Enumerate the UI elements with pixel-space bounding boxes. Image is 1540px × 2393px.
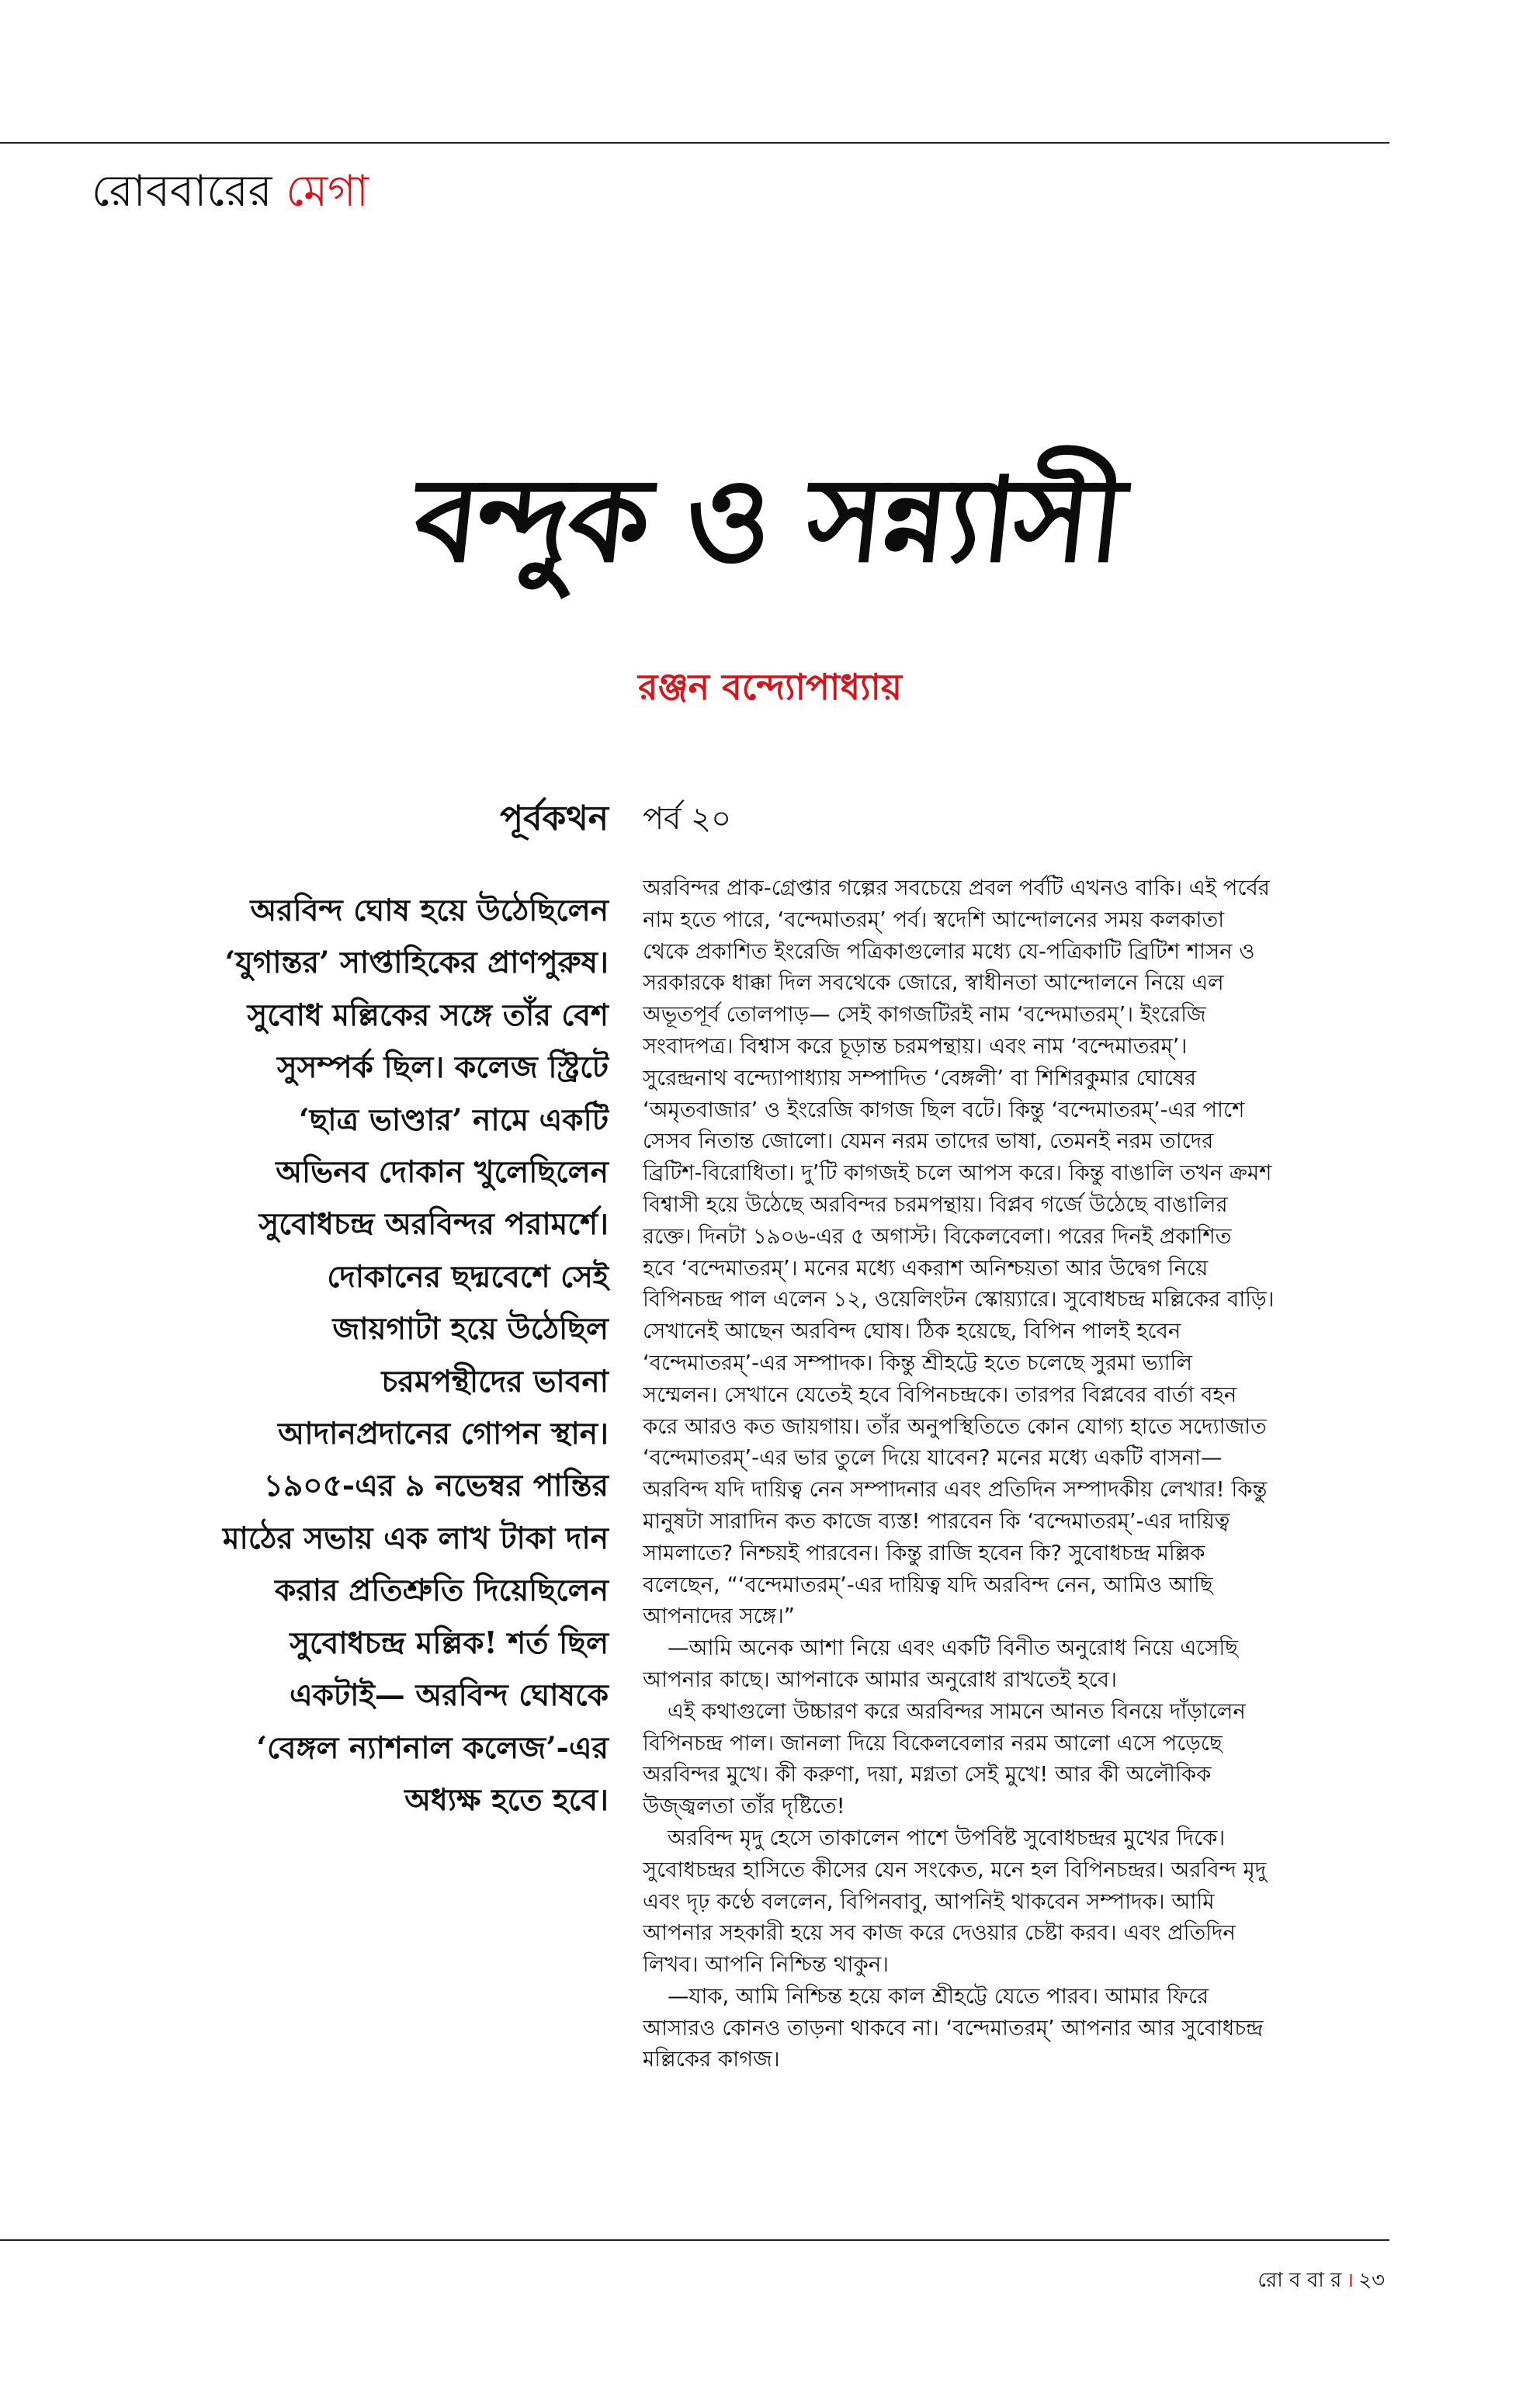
- story-title: বন্দুক ও সন্ন্যাসী: [408, 452, 1129, 588]
- intro-line: সুবোধচন্দ্র অরবিন্দর পরামর্শে।: [258, 1206, 609, 1243]
- intro-line: ১৯০৫-এর ৯ নভেম্বর পান্তির: [263, 1468, 609, 1504]
- article-line: বলেছেন, “‘বন্দেমাতরম্’-এর দায়িত্ব যদি অরবিন্দ নেন, আমিও আছি: [643, 1572, 1213, 1597]
- article-line: এই কথাগুলো উচ্চারণ করে অরবিন্দর সামনে আনত বিনয়ে দাঁড়ালেন: [668, 1698, 1246, 1724]
- article-line: আপনাদের সঙ্গে।”: [643, 1604, 796, 1629]
- article-line: —আমি অনেক আশা নিয়ে এবং একটি বিনীত অনুরোধ নিয়ে এসেছি: [668, 1635, 1238, 1661]
- intro-line: চরমপন্থীদের ভাবনা: [381, 1363, 609, 1399]
- intro-line: ‘বেঙ্গল ন্যাশনাল কলেজ’-এর: [256, 1729, 609, 1766]
- page-footer: [1257, 2265, 1385, 2296]
- article-line: ‘অমৃতবাজার’ ও ইংরেজি কাগজ ছিল বটে। কিন্তু ‘বন্দেমাতরম্’-এর পাশে: [643, 1097, 1245, 1122]
- intro-line: ‘ছাত্র ভাণ্ডার’ নামে একটি: [299, 1101, 609, 1138]
- intro-line: ‘যুগান্তর’ সাপ্তাহিকের প্রাণপুরুষ।: [224, 945, 609, 981]
- previously-label: পূর্বকথন: [500, 799, 609, 838]
- page-number: ২৩: [1358, 2269, 1385, 2292]
- intro-line: অরবিন্দ ঘোষ হয়ে উঠেছিলেন: [250, 893, 609, 928]
- article-line: ‘বন্দেমাতরম্’-এর ভার তুলে দিয়ে যাবেন? মনের মধ্যে একটি বাসনা—: [643, 1445, 1223, 1471]
- article-line: মানুষটা সারাদিন কত কাজে ব্যস্ত! পারবেন কি ‘বন্দেমাতরম্’-এর দায়িত্ব: [643, 1508, 1230, 1534]
- intro-line: দোকানের ছদ্মবেশে সেই: [327, 1258, 609, 1295]
- intro-line: করার প্রতিশ্রুতি দিয়েছিলেন: [275, 1573, 609, 1609]
- article-line: বিশ্বাসী হয়ে উঠেছে অরবিন্দর চরমপন্থায়। বিপ্লব গর্জে উঠেছে বাঙালির: [643, 1191, 1228, 1217]
- article-line: রক্তে। দিনটা ১৯০৬-এর ৫ অগাস্ট। বিকেলবেলা। পরের দিনই প্রকাশিত: [643, 1223, 1232, 1249]
- article-line: সম্মেলন। সেখানে যেতেই হবে বিপিনচন্দ্রকে। তারপর বিপ্লবের বার্তা বহন: [643, 1382, 1237, 1407]
- article-line: সংবাদপত্র। বিশ্বাস করে চূড়ান্ত চরমপন্থায়। এবং নাম ‘বন্দেমাতরম্’।: [643, 1033, 1188, 1059]
- intro-line: অভিনব দোকান খুলেছিলেন: [276, 1154, 609, 1191]
- article-line: অভূতপূর্ব তোলপাড়— সেই কাগজটিরই নাম ‘বন্দেমাতরম্’। ইংরেজি: [643, 1002, 1206, 1028]
- article-line: ‘বন্দেমাতরম্’-এর সম্পাদক। কিন্তু শ্রীহট্টে হতে চলেছে সুরমা ভ্যালি: [643, 1350, 1192, 1375]
- article-line: উজ্জ্বলতা তাঁর দৃষ্টিতে!: [643, 1794, 845, 1819]
- article-line: সরকারকে ধাক্কা দিল সবথেকে জোরে, স্বাধীনতা আন্দোলনে নিয়ে এল: [643, 970, 1224, 996]
- article-line: সেখানেই আছেন অরবিন্দ ঘোষ। ঠিক হয়েছে, বিপিন পালই হবেন: [643, 1319, 1181, 1344]
- intro-line: অধ্যক্ষ হতে হবে।: [404, 1781, 609, 1818]
- article-line: এবং দৃঢ় কণ্ঠে বললেন, বিপিনবাবু, আপনিই থাকবেন সম্পাদক। আমি: [643, 1888, 1215, 1914]
- intro-line: মাঠের সভায় এক লাখ টাকা দান: [222, 1520, 609, 1556]
- article-line: সেসব নিতান্ত জোলো। যেমন নরম তাদের ভাষা, তেমনই নরম তাদের: [643, 1129, 1214, 1154]
- article-line: সুরেন্দ্রনাথ বন্দ্যোপাধ্যায় সম্পাদিত ‘বেঙ্গলী’ বা শিশিরকুমার ঘোষের: [643, 1065, 1197, 1091]
- article-line: আপনার সহকারী হয়ে সব কাজ করে দেওয়ার চেষ্টা করব। এবং প্রতিদিন: [643, 1920, 1236, 1946]
- article-line: থেকে প্রকাশিত ইংরেজি পত্রিকাগুলোর মধ্যে যে-পত্রিকাটি ব্রিটিশ শাসন ও: [643, 938, 1255, 964]
- footer-separator: ।: [1346, 2269, 1354, 2292]
- author-byline: রঞ্জন বন্দ্যোপাধ্যায়: [638, 666, 902, 708]
- article-line: নাম হতে পারে, ‘বন্দেমাতরম্’ পর্ব। স্বদেশি আন্দোলনের সময় কলকাতা: [643, 907, 1225, 932]
- intro-line: সুসম্পর্ক ছিল। কলেজ স্ট্রিটে: [276, 1049, 609, 1086]
- intro-line: সুবোধ মল্লিকের সঙ্গে তাঁর বেশ: [247, 997, 609, 1033]
- article-line: অরবিন্দ মৃদু হেসে তাকালেন পাশে উপবিষ্ট সুবোধচন্দ্রর মুখের দিকে।: [668, 1825, 1226, 1850]
- article-line: বিপিনচন্দ্র পাল। জানলা দিয়ে বিকেলবেলার নরম আলো এসে পড়েছে: [643, 1730, 1223, 1756]
- article-line: বিপিনচন্দ্র পাল এলেন ১২, ওয়েলিংটন স্কোয়্যারে। সুবোধচন্দ্র মল্লিকের বাড়ি।: [643, 1287, 1275, 1313]
- intro-summary: [96, 885, 609, 1826]
- intro-line: একটাই— অরবিন্দ ঘোষকে: [289, 1677, 609, 1714]
- article-line: হবে ‘বন্দেমাতরম্’। মনের মধ্যে একরাশ অনিশ্চয়তা আর উদ্বেগ নিয়ে: [643, 1255, 1209, 1281]
- section-header-accent: মেগা: [286, 166, 369, 217]
- article-line: সুবোধচন্দ্রর হাসিতে কীসের যেন সংকেত, মনে হল বিপিনচন্দ্রর। অরবিন্দ মৃদু: [643, 1857, 1267, 1882]
- article-line: সামলাতে? নিশ্চয়ই পারবেন। কিন্তু রাজি হবেন কি? সুবোধচন্দ্র মল্লিক: [643, 1540, 1205, 1566]
- article-line: মল্লিকের কাগজ।: [643, 2047, 780, 2072]
- article-line: অরবিন্দর মুখে। কী করুণা, দয়া, মগ্নতা সেই মুখে! আর কী অলৌকিক: [643, 1762, 1212, 1788]
- intro-line: আদানপ্রদানের গোপন স্থান।: [278, 1416, 609, 1452]
- intro-line: জায়গাটা হয়ে উঠেছিল: [332, 1311, 609, 1347]
- article-line: ব্রিটিশ-বিরোধিতা। দু’টি কাগজই চলে আপস করে। কিন্তু বাঙালি তখন ক্রমশ: [643, 1160, 1272, 1186]
- article-line: অরবিন্দ যদি দায়িত্ব নেন সম্পাদনার এবং প্রতিদিন সম্পাদকীয় লেখার! কিন্তু: [643, 1477, 1268, 1503]
- article-line: অরবিন্দর প্রাক-গ্রেপ্তার গল্পের সবচেয়ে প্রবল পর্বটি এখনও বাকি। এই পর্বের: [643, 876, 1270, 900]
- article-line: লিখব। আপনি নিশ্চিন্ত থাকুন।: [643, 1952, 889, 1978]
- intro-line: সুবোধচন্দ্র মল্লিক! শর্ত ছিল: [290, 1625, 609, 1661]
- article-line: আপনার কাছে। আপনাকে আমার অনুরোধ রাখতেই হবে।: [643, 1666, 1117, 1692]
- article-body: [643, 872, 1388, 2076]
- part-label: পর্ব ২০: [643, 801, 732, 837]
- bottom-rule: [0, 2239, 1389, 2241]
- section-header-prefix: রোববারের: [92, 166, 272, 217]
- publication-name: রো ব বা র: [1257, 2269, 1342, 2292]
- article-line: —যাক, আমি নিশ্চিন্ত হয়ে কাল শ্রীহট্টে যেতে পারব। আমার ফিরে: [668, 1983, 1209, 2009]
- top-rule: [0, 142, 1389, 144]
- article-line: করে আরও কত জায়গায়। তাঁর অনুপস্থিতিতে কোন যোগ্য হাতে সদ্যোজাত: [643, 1413, 1267, 1439]
- section-header: [92, 165, 369, 219]
- article-line: আসারও কোনও তাড়না থাকবে না। ‘বন্দেমাতরম্’ আপনার আর সুবোধচন্দ্র: [643, 2015, 1264, 2041]
